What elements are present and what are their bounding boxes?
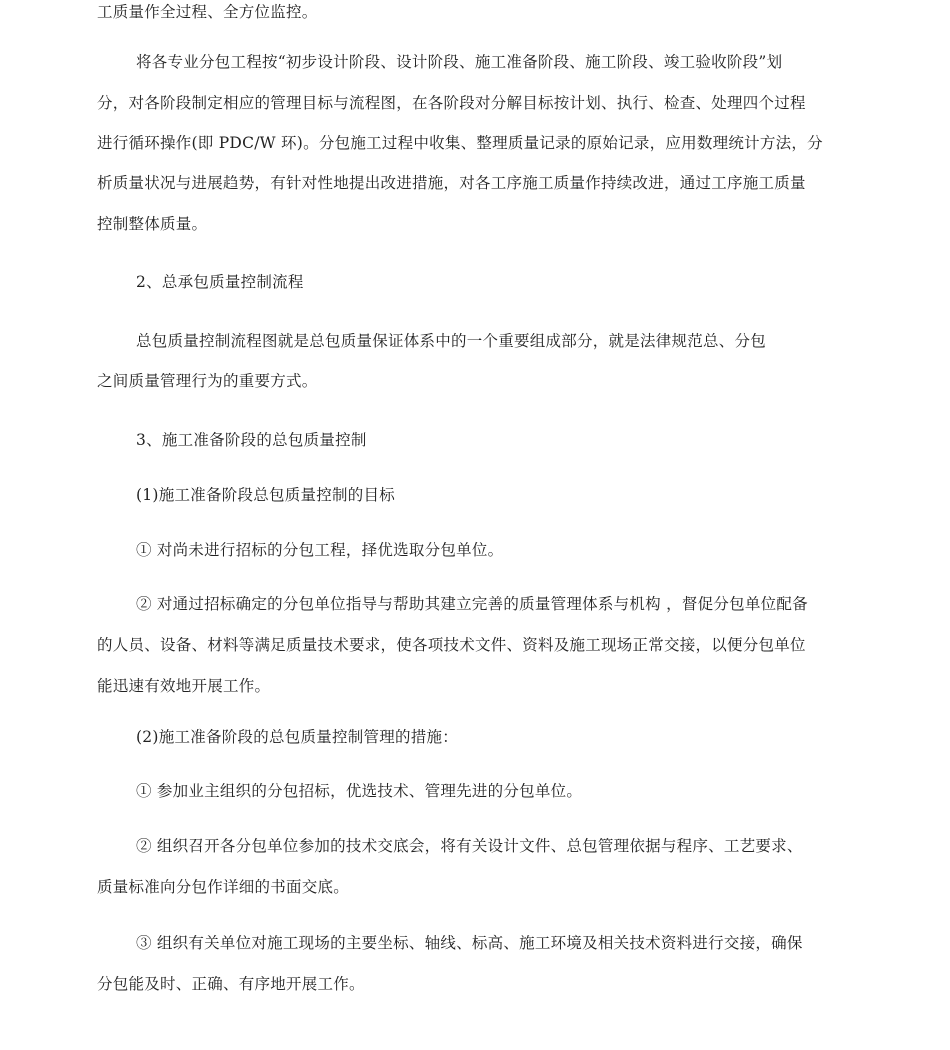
- text-line: ② 组织召开各分包单位参加的技术交底会，将有关设计文件、总包管理依据与程序、工艺要求、: [136, 837, 803, 855]
- text-line: 控制整体质量。: [97, 215, 208, 233]
- text-line: 之间质量管理行为的重要方式。: [97, 372, 318, 390]
- list-item: ① 参加业主组织的分包招标，优选技术、管理先进的分包单位。: [136, 782, 583, 800]
- list-item: ① 对尚未进行招标的分包工程，择优选取分包单位。: [136, 541, 504, 559]
- text-line: 工质量作全过程、全方位监控。: [97, 3, 318, 21]
- text-line: 总包质量控制流程图就是总包质量保证体系中的一个重要组成部分，就是法律规范总、分包: [136, 332, 767, 350]
- subsection-heading: (2)施工准备阶段的总包质量控制管理的措施：: [136, 728, 458, 746]
- text-line: ③ 组织有关单位对施工现场的主要坐标、轴线、标高、施工环境及相关技术资料进行交接，确保: [136, 934, 803, 952]
- text-line: 析质量状况与进展趋势，有针对性地提出改进措施，对各工序施工质量作持续改进，通过工序施工质量: [97, 174, 806, 192]
- text-line: 分，对各阶段制定相应的管理目标与流程图，在各阶段对分解目标按计划、执行、检查、处理四个过程: [97, 94, 806, 112]
- text-line: ② 对通过招标确定的分包单位指导与帮助其建立完善的质量管理体系与机构 ，督促分包单位配备: [136, 595, 808, 613]
- section-heading: 3、施工准备阶段的总包质量控制: [136, 431, 367, 449]
- section-heading: 2、总承包质量控制流程: [136, 273, 304, 291]
- text-line: 能迅速有效地开展工作。: [97, 677, 271, 695]
- text-line: 进行循环操作(即 PDC/W 环)。分包施工过程中收集、整理质量记录的原始记录，应用数理统计方法，分: [97, 134, 823, 152]
- text-line: 将各专业分包工程按“初步设计阶段、设计阶段、施工准备阶段、施工阶段、竣工验收阶段”划: [136, 53, 783, 71]
- text-line: 的人员、设备、材料等满足质量技术要求，使各项技术文件、资料及施工现场正常交接，以便分包单位: [97, 636, 806, 654]
- text-line: 分包能及时、正确、有序地开展工作。: [97, 975, 365, 993]
- text-line: 质量标准向分包作详细的书面交底。: [97, 878, 350, 896]
- subsection-heading: (1)施工准备阶段总包质量控制的目标: [136, 486, 395, 504]
